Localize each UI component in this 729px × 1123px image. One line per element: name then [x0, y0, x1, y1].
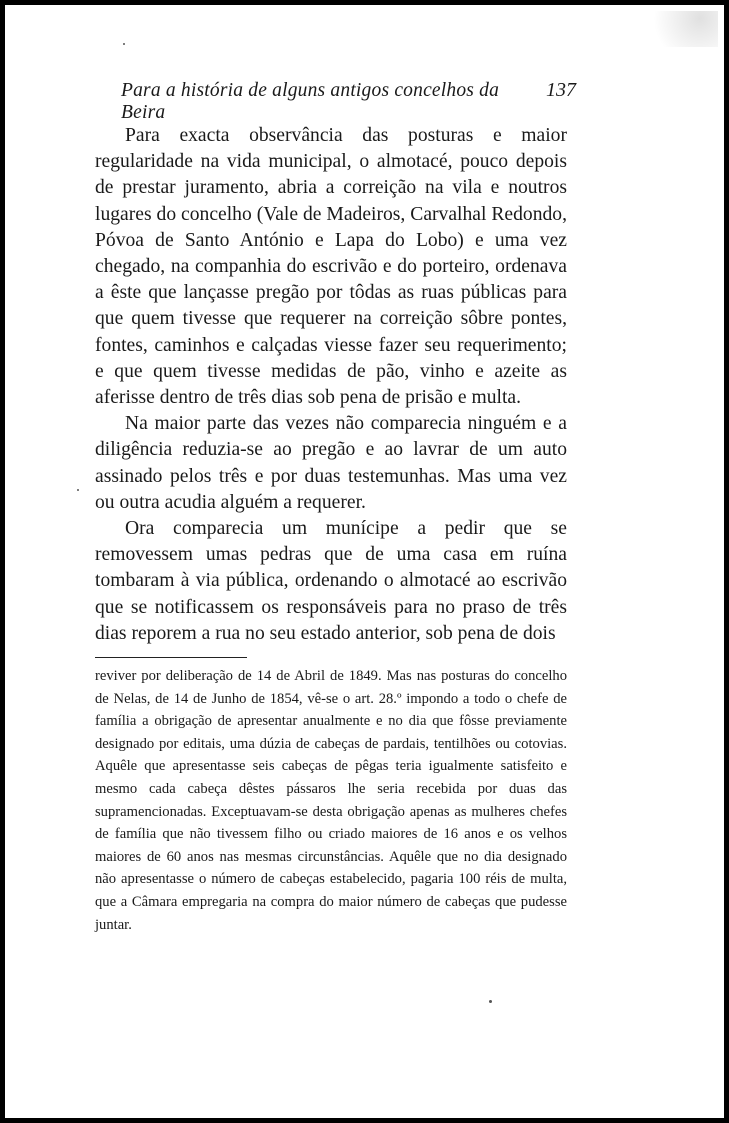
running-title: Para a história de alguns antigos concelhos da Beira	[121, 80, 500, 123]
main-text	[95, 123, 567, 647]
footnote-divider	[95, 657, 247, 658]
page-number: 137	[546, 79, 576, 101]
scan-speck	[77, 489, 79, 491]
paragraph: Ora comparecia um munícipe a pedir que se removessem umas pedras que de uma casa em ruína tombaram à via pública, ordenando o almotacé ao escrivão que se notificassem os responsáveis para no praso de três dias reporem a rua no seu estado anterior, sob pena de dois	[95, 518, 567, 644]
footnote	[95, 665, 567, 936]
footnote-text: reviver por deliberação de 14 de Abril de 1849. Mas nas posturas do concelho de Nelas, de 14 de Junho de 1854, vê-se o art. 28.º impondo a todo o chefe de família a obrigação de apresentar anualmente e no dia que fôsse previamente designado por editais, uma dúzia de cabeças de pardais, tentilhões ou cotovias. Aquêle que apresentasse seis cabeças de pêgas teria igualmente satisfeito e mesmo cada cabeça dêstes pássaros lhe seria recebida por duas das supramencionadas. Exceptuavam-se desta obrigação apenas as mulheres chefes de família que não tivessem filho ou criado maiores de 16 anos e os velhos maiores de 60 anos nas mesmas circunstâncias. Aquêle que no dia designado não apresentasse o número de cabeças estabelecido, pagaria 100 réis de multa, que a Câmara empregaria na compra do maior número de cabeças que pudesse juntar.	[95, 668, 567, 933]
running-header	[121, 79, 576, 124]
paragraph: Na maior parte das vezes não comparecia ninguém e a diligência reduzia-se ao pregão e ao lavrar de um auto assinado pelos três e por duas testemunhas. Mas uma vez ou outra acudia alguém a requerer.	[95, 413, 567, 513]
scan-speck	[123, 43, 125, 45]
paragraph: Para exacta observância das posturas e maior regularidade na vida municipal, o almotacé, pouco depois de prestar juramento, abria a correição na vila e noutros lugares do concelho (Vale de Madeiros, Carvalhal Redondo, Póvoa de Santo António e Lapa do Lobo) e uma vez chegado, na companhia do escrivão e do porteiro, ordenava a êste que lançasse pregão por tôdas as ruas públicas para que quem tivesse que requerer na correição sôbre pontes, fontes, caminhos e calçadas viesse fazer seu requerimento; e que quem tivesse medidas de pão, vinho e azeite as aferisse dentro de três dias sob pena de prisão e multa.	[95, 125, 567, 409]
scan-noise	[628, 11, 718, 47]
scan-speck	[489, 1000, 492, 1003]
